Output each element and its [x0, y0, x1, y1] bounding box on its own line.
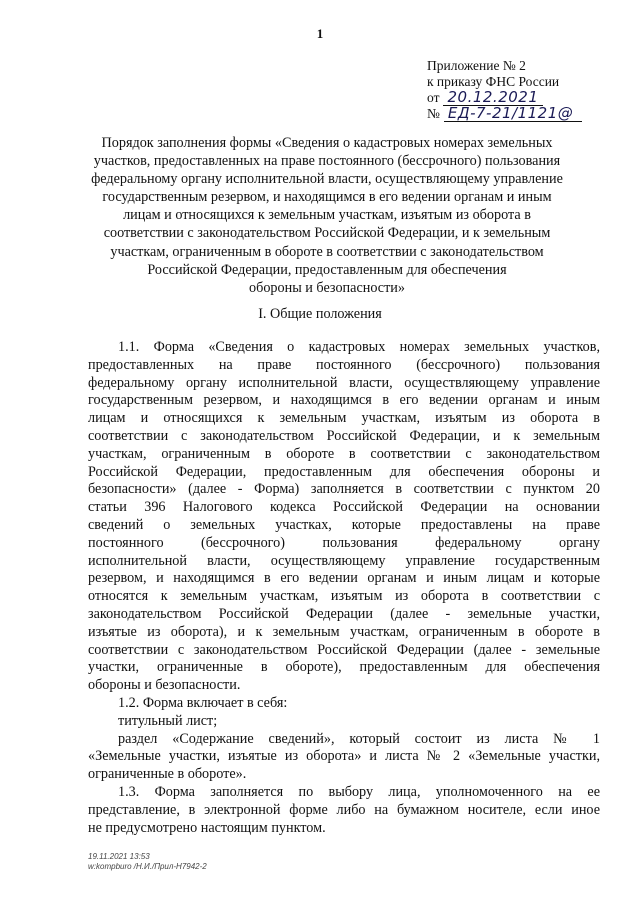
body-line: участкам, ограниченным в обороте в соответствии с законодательством	[88, 445, 600, 462]
page-number: 1	[316, 26, 324, 41]
title-line: Порядок заполнения формы «Сведения о кадастровых номерах земельных	[101, 135, 553, 151]
body-line: ограниченные в обороте».	[88, 766, 247, 783]
title-line: участкам, ограниченным в обороте в соответствии с законодательством	[110, 243, 544, 260]
appendix-line-2: к приказу ФНС России	[427, 74, 560, 89]
title-line: участков, предоставленных на праве постоянного (бессрочного) пользования	[93, 153, 561, 170]
body-line: изъятые из оборота), и к земельным участкам, ограниченным в обороте в	[88, 623, 600, 640]
body-line: не предусмотрено настоящим пунктом.	[88, 819, 326, 836]
footer-metadata	[88, 852, 207, 872]
body-line: законодательством Российской Федерации (далее - земельные участки,	[88, 605, 600, 622]
body-text	[88, 339, 600, 837]
body-line: государственным резервом, и находящимся в его ведении органам и иным	[88, 392, 600, 409]
document-title	[80, 134, 574, 297]
section-heading: I. Общие положения	[258, 306, 382, 322]
title-line: лицам и относящихся к земельным участкам, изъятым из оборота в	[123, 207, 531, 224]
body-line: титульный лист;	[118, 712, 218, 729]
body-line: представление, в электронной форме либо на бумажном носителе, если иное	[88, 801, 600, 818]
body-line: постоянного (бессрочного) пользования федеральному органу	[88, 534, 600, 551]
body-line: соответствии с законодательством Российской Федерации, и к земельным	[88, 427, 600, 444]
handwritten-order-number: ЕД-7-21/1121@	[444, 106, 582, 122]
title-line: обороны и безопасности»	[249, 279, 405, 296]
title-line: государственным резервом, и находящимся в его ведении органам и иным	[102, 189, 552, 206]
title-line: федеральному органу исполнительной власти, осуществляющему управление	[91, 171, 563, 188]
body-line: 1.1. Форма «Сведения о кадастровых номерах земельных участков,	[118, 339, 600, 355]
body-line: «Земельные участки, изъятые из оборота» и листа № 2 «Земельные участки,	[88, 748, 600, 765]
body-line: относятся к земельным участкам, изъятым из оборота в соответствии с	[88, 588, 600, 605]
number-prefix: №	[427, 106, 440, 121]
body-line: безопасности» (далее - Форма) заполняется в соответствии с пунктом 20	[88, 481, 600, 498]
body-line: участки, ограниченные в обороте), предоставленным для обеспечения	[88, 659, 600, 676]
body-line: федеральному органу исполнительной власти, осуществляющему управление	[88, 374, 600, 391]
body-line: предоставленных на праве постоянного (бессрочного) пользования	[88, 356, 600, 373]
appendix-line-1: Приложение № 2	[427, 58, 526, 73]
body-line: резервом, и находящимся в его ведении органам и иным лицам и которые	[88, 570, 600, 587]
footer-timestamp: 19.11.2021 13:53	[88, 852, 150, 861]
body-line: сведений о земельных участках, которые предоставлены на праве	[88, 516, 600, 533]
body-line: раздел «Содержание сведений», который состоит из листа № 1	[118, 730, 600, 747]
body-line: обороны и безопасности.	[88, 677, 241, 694]
handwritten-date: 20.12.2021	[443, 90, 543, 106]
body-line: 1.3. Форма заполняется по выбору лица, уполномоченного на ее	[118, 783, 600, 800]
body-line: статьи 396 Налогового кодекса Российской Федерации на основании	[88, 499, 600, 516]
footer-file-path: w:kompburo /Н.И./Прил-Н7942-2	[88, 862, 207, 871]
body-line: 1.2. Форма включает в себя:	[118, 694, 288, 711]
body-line: исполнительной власти, осуществляющему управление государственным	[88, 552, 600, 569]
body-line: Российской Федерации, предоставленным для обеспечения обороны и	[88, 463, 600, 480]
title-line: Российской Федерации, предоставленным для обеспечения	[147, 261, 507, 278]
body-line: лицам и относящихся к земельным участкам, изъятым из оборота в	[88, 410, 600, 427]
appendix-block	[427, 58, 582, 122]
date-prefix: от	[427, 90, 440, 105]
appendix-number-row	[427, 106, 582, 122]
body-line: соответствии с законодательством Российской Федерации (далее - земельные	[88, 641, 600, 658]
title-line: соответствии с законодательством Российской Федерации, и к земельным	[103, 225, 551, 242]
